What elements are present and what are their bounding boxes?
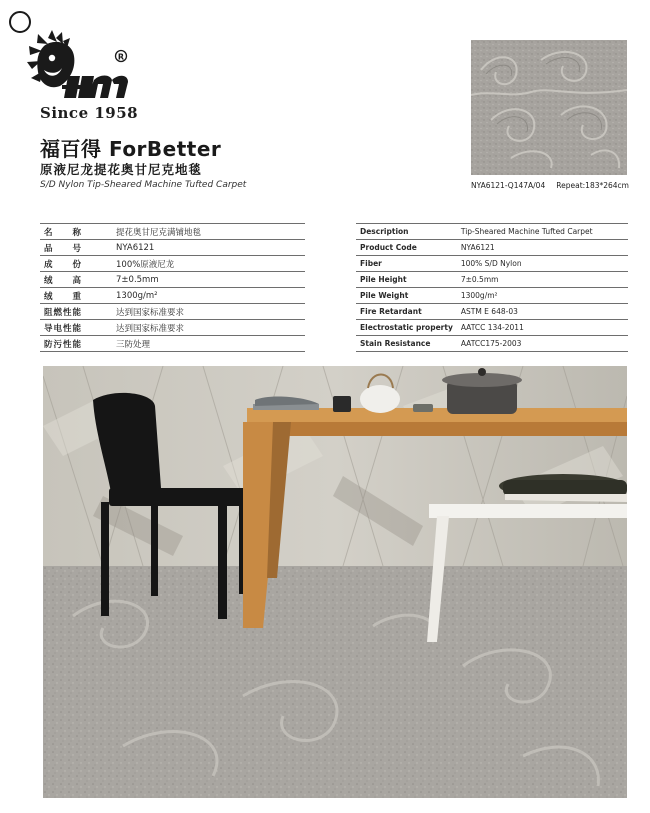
- table-row: [356, 288, 628, 304]
- lion-logo-icon: [24, 28, 134, 106]
- table-row: [40, 224, 305, 240]
- spec-value: NYA6121: [112, 240, 305, 256]
- spec-key: Description: [356, 224, 457, 240]
- table-row: [356, 336, 628, 352]
- spec-key: 阻燃性能: [40, 304, 112, 320]
- spec-value: 达到国家标准要求: [112, 320, 305, 336]
- table-row: [356, 304, 628, 320]
- spec-value: Tip-Sheared Machine Tufted Carpet: [457, 224, 628, 240]
- spec-key: Pile Weight: [356, 288, 457, 304]
- table-row: [40, 240, 305, 256]
- table-row: [356, 320, 628, 336]
- spec-key: Pile Height: [356, 272, 457, 288]
- spec-value: ASTM E 648-03: [457, 304, 628, 320]
- spec-table-en: [356, 223, 628, 352]
- brand-subtitle-zh: 原液尼龙提花奥甘尼克地毯: [40, 162, 203, 177]
- spec-key: Fire Retardant: [356, 304, 457, 320]
- spec-value: 7±0.5mm: [457, 272, 628, 288]
- table-row: [356, 272, 628, 288]
- since-label: Since 1958: [40, 104, 139, 122]
- svg-text:R: R: [117, 52, 125, 62]
- spec-value: 100% S/D Nylon: [457, 256, 628, 272]
- brand-subtitle-en: S/D Nylon Tip-Sheared Machine Tufted Carpet: [40, 180, 247, 190]
- sample-code: NYA6121-Q147A/04: [471, 181, 546, 190]
- table-row: [356, 240, 628, 256]
- table-row: [40, 272, 305, 288]
- spec-value: 达到国家标准要求: [112, 304, 305, 320]
- table-row: [40, 256, 305, 272]
- table-row: [40, 304, 305, 320]
- spec-value: 1300g/m²: [457, 288, 628, 304]
- carpet-floor: [43, 566, 627, 798]
- table-row: [40, 288, 305, 304]
- spec-value: 提花奥甘尼克满铺地毯: [112, 224, 305, 240]
- table-row: [356, 224, 628, 240]
- spec-key: 导电性能: [40, 320, 112, 336]
- spec-key: Electrostatic property: [356, 320, 457, 336]
- brand-name: 福百得 ForBetter: [40, 137, 222, 161]
- sample-caption: [471, 181, 629, 190]
- table-row: [356, 256, 628, 272]
- spec-value: 1300g/m²: [112, 288, 305, 304]
- spec-value: NYA6121: [457, 240, 628, 256]
- spec-key: 名 称: [40, 224, 112, 240]
- spec-key: Stain Resistance: [356, 336, 457, 352]
- carpet-sample-swatch: [471, 40, 627, 175]
- room-scene-photo: [43, 366, 627, 798]
- spec-table-zh: [40, 223, 305, 352]
- spec-value: AATCC 134-2011: [457, 320, 628, 336]
- spec-key: 绒 重: [40, 288, 112, 304]
- spec-key: Product Code: [356, 240, 457, 256]
- spec-value: 三防处理: [112, 336, 305, 352]
- spec-key: Fiber: [356, 256, 457, 272]
- table-row: [40, 336, 305, 352]
- spec-key: 品 号: [40, 240, 112, 256]
- spec-key: 防污性能: [40, 336, 112, 352]
- table-row: [40, 320, 305, 336]
- spec-key: 绒 高: [40, 272, 112, 288]
- sample-repeat: Repeat:183*264cm: [556, 181, 629, 190]
- spec-key: 成 份: [40, 256, 112, 272]
- spec-value: 7±0.5mm: [112, 272, 305, 288]
- spec-value: 100%原液尼龙: [112, 256, 305, 272]
- spec-value: AATCC175-2003: [457, 336, 628, 352]
